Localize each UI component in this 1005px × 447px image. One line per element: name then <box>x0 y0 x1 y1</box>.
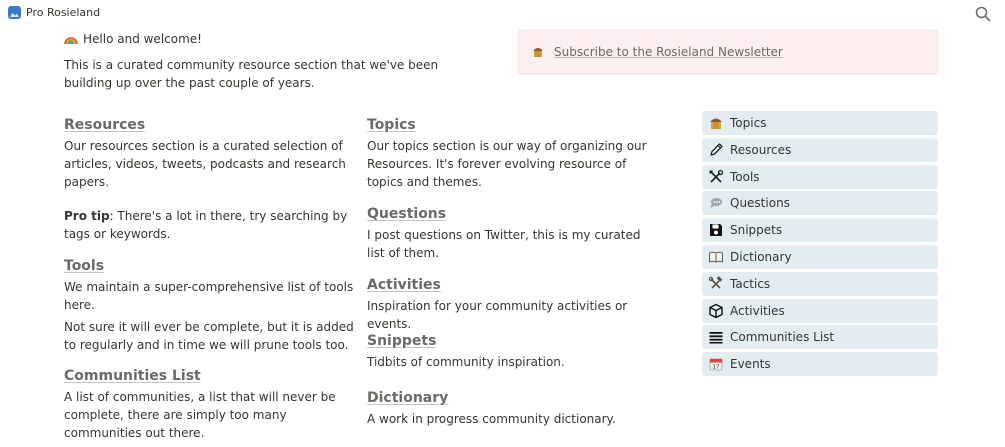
hammer-wrench-icon <box>708 276 724 292</box>
activities-description: Inspiration for your community activities or events. <box>367 299 628 331</box>
nav-item-dictionary[interactable] <box>702 245 938 269</box>
questions-description: I post questions on Twitter, this is my curated list of them. <box>367 228 641 260</box>
nav-label-questions: Questions <box>730 196 790 211</box>
tools-note: Not sure it will ever be complete, but it is added to regularly and in time we will prune tools too. <box>64 320 354 352</box>
topics-section <box>367 114 657 191</box>
resources-link[interactable]: Resources <box>64 117 146 133</box>
dictionary-link[interactable]: Dictionary <box>367 390 449 406</box>
nav-item-events[interactable] <box>702 352 938 376</box>
tools-section <box>64 255 354 354</box>
pro-tip-text <box>64 207 354 243</box>
cube-icon <box>708 303 724 319</box>
topics-link[interactable]: Topics <box>367 117 416 133</box>
resources-section <box>64 114 354 191</box>
nav-label-dictionary: Dictionary <box>730 249 792 264</box>
nav-label-resources: Resources <box>730 142 792 157</box>
nav-item-topics[interactable] <box>702 111 938 135</box>
welcome-title: Hello and welcome! <box>83 32 202 46</box>
search-icon[interactable] <box>975 6 991 22</box>
questions-link[interactable]: Questions <box>367 206 447 222</box>
resources-description: Our resources section is a curated selection of articles, videos, tweets, podcasts and research papers. <box>64 139 346 189</box>
nav-label-snippets: Snippets <box>730 223 783 238</box>
nav-item-questions[interactable] <box>702 191 938 215</box>
nav-label-activities: Activities <box>730 303 785 318</box>
communities-link[interactable]: Communities List <box>64 368 201 384</box>
site-brand[interactable] <box>8 6 100 19</box>
mountain-logo-icon <box>8 6 21 19</box>
snippets-description: Tidbits of community inspiration. <box>367 355 565 369</box>
nav-label-events: Events <box>730 357 771 372</box>
nav-item-snippets[interactable] <box>702 218 938 242</box>
welcome-heading <box>64 32 202 46</box>
nav-item-communities-list[interactable] <box>702 325 938 349</box>
cupcake-icon <box>708 115 724 131</box>
snippets-section <box>367 330 657 371</box>
nav-item-tools[interactable] <box>702 165 938 189</box>
newsletter-callout <box>518 30 938 75</box>
topics-description: Our topics section is our way of organizing our Resources. It's forever evolving resource of topics and themes. <box>367 139 647 189</box>
tools-icon <box>708 169 724 185</box>
svg-text:17: 17 <box>712 364 720 371</box>
cupcake-icon <box>531 45 545 59</box>
activities-section <box>367 274 657 333</box>
questions-section <box>367 203 657 262</box>
rainbow-icon <box>64 33 78 45</box>
nav-label-communities-list: Communities List <box>730 330 835 345</box>
nav-item-tactics[interactable] <box>702 272 938 296</box>
calendar-icon <box>708 356 724 372</box>
pencil-icon <box>708 142 724 158</box>
nav-label-topics: Topics <box>730 116 767 130</box>
dictionary-description: A work in progress community dictionary. <box>367 412 616 426</box>
communities-section <box>64 365 354 442</box>
nav-item-activities[interactable] <box>702 299 938 323</box>
newsletter-link[interactable]: Subscribe to the Rosieland Newsletter <box>554 45 783 59</box>
intro-text: This is a curated community resource section that we've been building up over the past couple of years. <box>64 58 439 90</box>
pro-tip-label: Pro tip <box>64 209 110 223</box>
nav-label-tools: Tools <box>730 169 760 184</box>
pro-tip-body: : There's a lot in there, try searching by tags or keywords. <box>64 209 348 241</box>
open-book-icon <box>708 249 724 265</box>
list-icon <box>708 329 724 345</box>
dictionary-section <box>367 387 657 428</box>
tools-link[interactable]: Tools <box>64 258 105 274</box>
tools-description: We maintain a super-comprehensive list of tools here. <box>64 280 354 312</box>
snippets-link[interactable]: Snippets <box>367 333 437 349</box>
floppy-disk-icon <box>708 222 724 238</box>
speech-bubble-icon <box>708 195 724 211</box>
activities-link[interactable]: Activities <box>367 277 441 293</box>
nav-item-resources[interactable] <box>702 138 938 162</box>
site-title[interactable]: Pro Rosieland <box>26 6 101 19</box>
communities-description: A list of communities, a list that will never be complete, there are simply too many communities out there. <box>64 390 336 440</box>
section-nav <box>702 111 938 379</box>
top-bar <box>0 0 1005 28</box>
nav-label-tactics: Tactics <box>730 276 771 291</box>
